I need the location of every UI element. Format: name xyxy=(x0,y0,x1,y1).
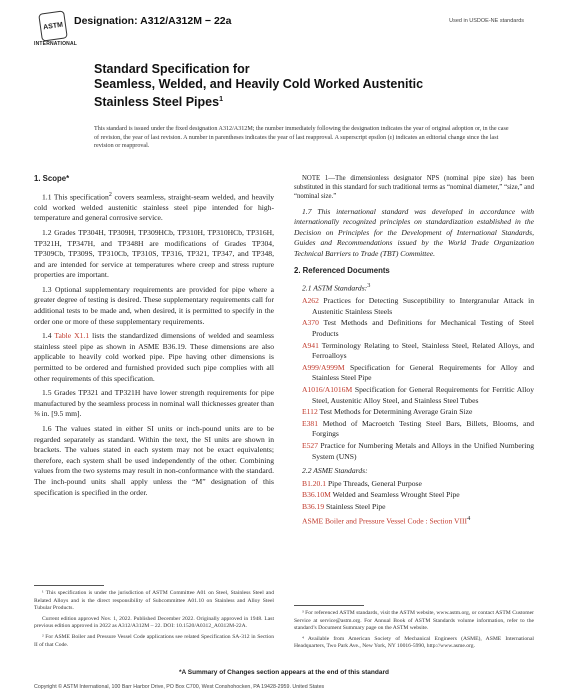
footnote-1: ¹ This specification is under the jurisdiction of ASTM Committee A01 on Steel, Stainless Steel and Related Alloys and is the direct responsibility of Subcommittee A01.10 on Stainless and Alloy Steel Tubular Products. xyxy=(34,590,274,612)
para-1-4-rest: lists the standardized dimensions of welded and seamless stainless steel pipe as shown in ASME B36.19. These dimensions are also applicable to heavily cold worked pipe. Pipe having other dimensions is permitted to be ordered and furnished provided such pipe complies with all other requirements of this specification. xyxy=(34,331,274,383)
para-1-1 xyxy=(34,190,274,224)
footnote-4: ⁴ Available from American Society of Mechanical Engineers (ASME), ASME International Headquarters, Two Park Ave., New York, NY 10016-5990, http://www.asme.org. xyxy=(294,635,534,650)
reference-title: Stainless Steel Pipe xyxy=(324,501,386,511)
reference-title: Test Methods for Determining Average Grain Size xyxy=(317,407,473,417)
para-1-4 xyxy=(34,331,274,384)
title-line-3-text: Stainless Steel Pipes xyxy=(94,95,220,110)
para-1-1-start: 1.1 This specification xyxy=(42,192,109,202)
reference-code-link[interactable]: E527 xyxy=(302,441,319,451)
para-1-1-rest: covers seamless, straight-seam welded, and heavily cold worked welded austenitic stainless steel pipe intended for high-temperature and general corrosive service. xyxy=(34,192,275,223)
reference-code-link[interactable]: B36.10M xyxy=(302,490,331,500)
footnote-rule xyxy=(34,585,104,586)
reference-code-link[interactable]: B36.19 xyxy=(302,501,325,511)
right-column xyxy=(294,174,534,528)
astm-standards-subheading xyxy=(302,281,534,294)
reference-code-link[interactable]: E112 xyxy=(302,407,318,417)
footnote-3: ³ For referenced ASTM standards, visit the ASTM website, www.astm.org, or contact ASTM Customer Service at service@astm.org. For Annual Book of ASTM Standards volume information, refer to the standard’s Document Summary page on the ASTM website. xyxy=(294,610,534,632)
logo-text: ASTM xyxy=(42,21,64,31)
reference-code-link[interactable]: A999/A999M xyxy=(302,362,345,372)
reference-title: Specification for General Requirements for Alloy and Stainless Steel Pipe xyxy=(312,362,534,383)
designation: Designation: A312/A312M − 22a xyxy=(74,15,232,27)
used-in-note: Used in USDOE-NE standards xyxy=(449,18,524,24)
footnotes-right xyxy=(294,605,534,654)
summary-of-changes-note: *A Summary of Changes section appears at the end of this standard xyxy=(179,669,389,676)
footnote-ref-3[interactable]: 3 xyxy=(367,282,371,290)
astm-reference-list xyxy=(294,296,534,462)
reference-code-link[interactable]: A262 xyxy=(302,296,319,306)
left-column xyxy=(34,174,274,502)
reference-item xyxy=(294,318,534,339)
intro-paragraph: This standard is issued under the fixed designation A312/A312M; the number immediately following the designation indicates the year of original adoption or, in the case of revision, the year of last revision. A number in parentheses indicates the year of last reapproval. A superscript epsilon (ε) indicates an editorial change since the last revision or reapproval. xyxy=(94,126,509,150)
reference-code-link[interactable]: ASME Boiler and Pressure Vessel Code : Section VIII xyxy=(302,516,468,526)
reference-title: Practices for Detecting Susceptibility to Intergranular Attack in Austenitic Stainless Steels xyxy=(312,296,534,316)
footnote-2: ² For ASME Boiler and Pressure Vessel Code applications see related Specification SA-312 in Section II of that Code. xyxy=(34,633,274,648)
footnote-ref-4[interactable]: 4 xyxy=(467,514,471,522)
footnotes-left xyxy=(34,585,274,652)
asme-reference-list xyxy=(294,479,534,527)
reference-title: Method of Macroetch Testing Steel Bars, Billets, Blooms, and Forgings xyxy=(312,418,534,439)
title-line-1: Standard Specification for xyxy=(94,62,250,76)
para-1-3: 1.3 Optional supplementary requirements are provided for pipe where a greater degree of testing is desired. These supplementary requirements call for additional tests to be made and, when desired, it is permitted to specify in the order one or more of these supplementary requirements. xyxy=(34,284,274,326)
reference-item xyxy=(294,296,534,317)
footnote-ref-2[interactable]: 2 xyxy=(108,190,112,198)
reference-title: Welded and Seamless Wrought Steel Pipe xyxy=(330,490,460,500)
reference-item xyxy=(294,514,534,527)
footnote-rule xyxy=(294,605,364,606)
reference-item xyxy=(294,479,534,490)
reference-title: Terminology Relating to Steel, Stainless Steel, Related Alloys, and Ferroalloys xyxy=(312,340,534,361)
logo-subtitle: INTERNATIONAL xyxy=(34,41,78,47)
document-title xyxy=(94,62,514,110)
referenced-documents-heading: 2. Referenced Documents xyxy=(294,265,390,275)
note-1: NOTE 1—The dimensionless designator NPS (nominal pipe size) has been substituted in this standard for such traditional terms as “nominal diameter,” “size,” and “nominal size.” xyxy=(294,175,534,201)
reference-item xyxy=(294,407,534,418)
para-1-6: 1.6 The values stated in either SI units or inch-pound units are to be regarded separately as standard. Within the text, the SI units are shown in brackets. The values stated in each system may not be exact equivalents; therefore, each system shall be used independently of the other. Combining values from the two systems may result in non-conformance with the standard. The inch-pound units shall apply unless the “M” designation of this specification is specified in the order. xyxy=(34,424,274,497)
astm-sub-text: 2.1 ASTM Standards: xyxy=(302,283,368,293)
reference-title: Specification for General Requirements for Ferritic Alloy Steel, Austenitic Alloy Steel, and Stainless Steel Tubes xyxy=(312,385,534,405)
reference-title: Test Methods and Definitions for Mechanical Testing of Steel Products xyxy=(312,318,534,339)
reference-item xyxy=(294,341,534,362)
reference-code-link[interactable]: A941 xyxy=(302,340,319,350)
copyright-line: Copyright © ASTM International, 100 Barr Harbor Drive, PO Box C700, West Conshohocken, PA 19428-2959. United States xyxy=(34,684,325,690)
reference-item xyxy=(294,385,534,406)
para-1-7: 1.7 This international standard was developed in accordance with internationally recognized principles on standardization established in the Decision on Principles for the Development of International Standards, Guides and Recommendations issued by the World Trade Organization Technical Barriers to Trade (TBT) Committee. xyxy=(294,206,534,258)
para-1-2: 1.2 Grades TP304H, TP309H, TP309HCb, TP310H, TP310HCb, TP316H, TP321H, TP347H, and TP348H are modifications of Grades TP304, TP309Cb, TP309S, TP310Cb, TP310S, TP316, TP321, TP347, and TP348, and are intended for service at temperatures where creep and stress rupture properties are important. xyxy=(34,227,274,280)
para-1-5: 1.5 Grades TP321 and TP321H have lower strength requirements for pipe manufactured by the seamless process in nominal wall thicknesses greater than ⅜ in. [9.5 mm]. xyxy=(34,388,274,419)
reference-item xyxy=(294,363,534,384)
reference-code-link[interactable]: A1016/A1016M xyxy=(302,385,353,395)
reference-title: Pipe Threads, General Purpose xyxy=(326,478,422,488)
table-x1-1-link[interactable]: Table X1.1 xyxy=(54,331,90,341)
reference-item xyxy=(294,502,534,513)
reference-code-link[interactable]: B1.20.1 xyxy=(302,478,327,488)
reference-code-link[interactable]: E381 xyxy=(302,418,319,428)
title-line-3 xyxy=(94,92,514,110)
scope-heading: 1. Scope* xyxy=(34,174,70,183)
reference-item xyxy=(294,490,534,501)
title-footnote-ref[interactable]: 1 xyxy=(219,96,223,103)
title-line-2: Seamless, Welded, and Heavily Cold Worked Austenitic xyxy=(94,77,424,91)
reference-item xyxy=(294,441,534,462)
reference-title: Practice for Numbering Metals and Alloys in the Unified Numbering System (UNS) xyxy=(312,441,534,461)
footnote-1-edition: Current edition approved Nov. 1, 2022. Published December 2022. Originally approved in 1948. Last previous edition approved in 2022 as A312/A312M – 22. DOI: 10.1520/A0312_A0312M-22A. xyxy=(34,615,274,630)
reference-code-link[interactable]: A370 xyxy=(302,318,319,328)
astm-logo xyxy=(38,10,68,41)
reference-item xyxy=(294,419,534,440)
asme-standards-subheading: 2.2 ASME Standards: xyxy=(302,466,368,476)
para-1-4-start: 1.4 xyxy=(42,331,55,341)
